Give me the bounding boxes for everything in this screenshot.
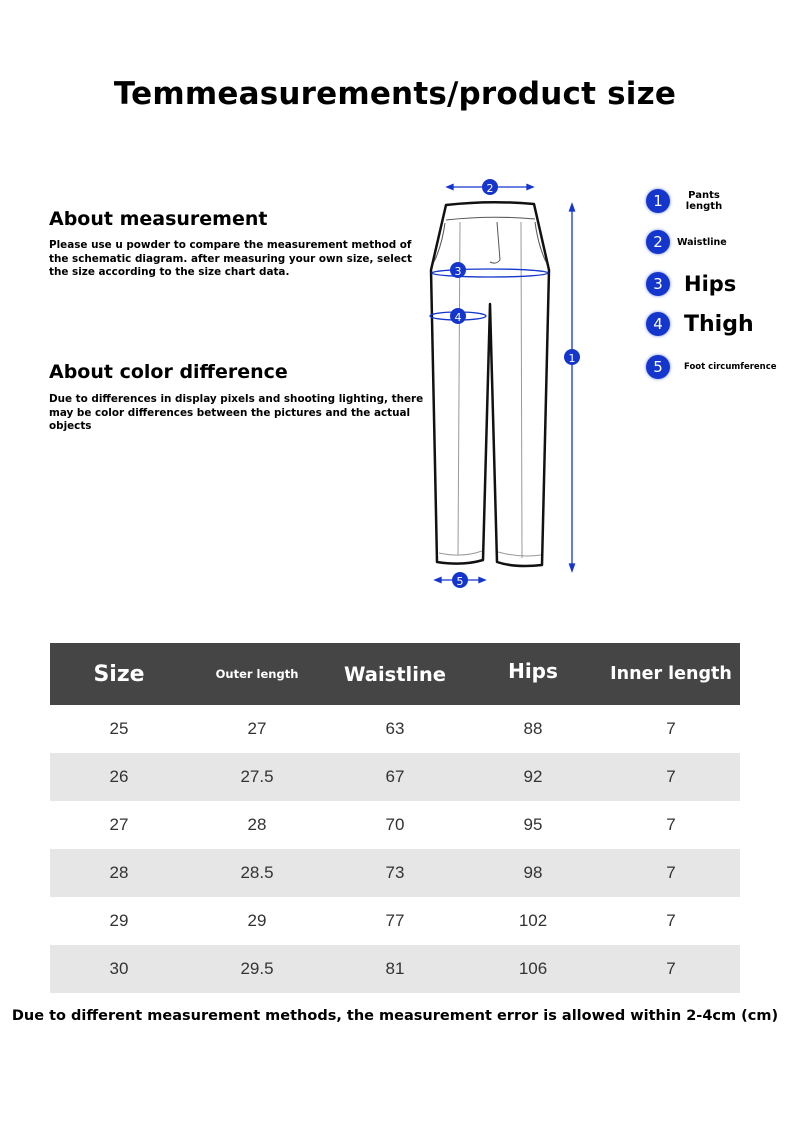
cell-hips: 88 — [523, 719, 543, 738]
marker-1: 1 — [568, 352, 576, 365]
diagram-markers — [450, 179, 580, 588]
table-row — [50, 897, 740, 945]
cell-outer-length: 29.5 — [240, 959, 274, 978]
legend-label: Thigh — [684, 311, 754, 337]
number-2-icon: 2 — [646, 230, 670, 254]
legend-label: Hips — [684, 272, 737, 296]
about-measurement-text: Please use u powder to compare the measurement method of the schematic diagram. after measuring your own size, select the size according to the size chart data. — [49, 239, 413, 278]
cell-waistline: 70 — [385, 815, 405, 834]
cell-size: 26 — [109, 767, 129, 786]
marker-2: 2 — [486, 182, 494, 195]
about-measurement-heading: About measurement — [49, 208, 268, 230]
pants-diagram — [420, 170, 600, 595]
legend-waistline — [646, 229, 727, 255]
table-row — [50, 705, 740, 753]
marker-4: 4 — [454, 311, 462, 324]
cell-inner-length: 7 — [666, 911, 676, 930]
cell-hips: 102 — [518, 911, 548, 930]
cell-waistline: 77 — [385, 911, 405, 930]
table-row — [50, 753, 740, 801]
legend-foot-circumference — [646, 354, 777, 380]
header-outer-length: Outer length — [215, 667, 299, 681]
legend-hips — [646, 271, 736, 297]
number-3-icon: 3 — [646, 272, 670, 296]
cell-hips: 106 — [518, 959, 548, 978]
number-4-icon: 4 — [646, 312, 670, 336]
number-1-icon: 1 — [646, 189, 670, 213]
cell-inner-length: 7 — [666, 719, 676, 738]
cell-hips: 92 — [523, 767, 543, 786]
cell-inner-length: 7 — [666, 959, 676, 978]
legend-label: Foot circumference — [684, 362, 777, 372]
table-row — [50, 849, 740, 897]
cell-hips: 98 — [523, 863, 543, 882]
legend-label: Pants length — [685, 190, 723, 212]
cell-waistline: 67 — [385, 767, 405, 786]
cell-size: 27 — [109, 815, 129, 834]
cell-waistline: 63 — [385, 719, 405, 738]
about-color-text: Due to differences in display pixels and shooting lighting, there may be color differences between the pictures and the actual objects — [49, 393, 424, 432]
measurement-error-note: Due to different measurement methods, the measurement error is allowed within 2-4cm (cm) — [11, 1008, 779, 1024]
cell-size: 28 — [109, 863, 129, 882]
cell-waistline: 73 — [385, 863, 405, 882]
cell-outer-length: 28.5 — [240, 863, 274, 882]
cell-size: 30 — [109, 959, 129, 978]
header-waistline: Waistline — [343, 662, 447, 686]
marker-5: 5 — [456, 575, 464, 588]
cell-waistline: 81 — [385, 959, 405, 978]
cell-inner-length: 7 — [666, 767, 676, 786]
cell-hips: 95 — [523, 815, 543, 834]
cell-inner-length: 7 — [666, 815, 676, 834]
cell-size: 25 — [109, 719, 129, 738]
size-table — [50, 643, 740, 993]
table-header — [50, 643, 740, 705]
legend-pants-length — [646, 188, 724, 214]
table-row — [50, 945, 740, 993]
header-inner-length: Inner length — [610, 664, 732, 684]
header-hips: Hips — [508, 659, 558, 683]
page-title: Temmeasurements/product size — [113, 76, 677, 112]
cell-outer-length: 29 — [247, 911, 267, 930]
cell-inner-length: 7 — [666, 863, 676, 882]
marker-3: 3 — [454, 265, 462, 278]
header-size: Size — [93, 661, 145, 687]
cell-outer-length: 27.5 — [240, 767, 274, 786]
cell-outer-length: 28 — [247, 815, 267, 834]
about-color-heading: About color difference — [49, 361, 288, 383]
legend-thigh — [646, 311, 754, 337]
cell-outer-length: 27 — [247, 719, 267, 738]
number-5-icon: 5 — [646, 355, 670, 379]
cell-size: 29 — [109, 911, 129, 930]
legend-label: Waistline — [677, 236, 727, 248]
table-row — [50, 801, 740, 849]
